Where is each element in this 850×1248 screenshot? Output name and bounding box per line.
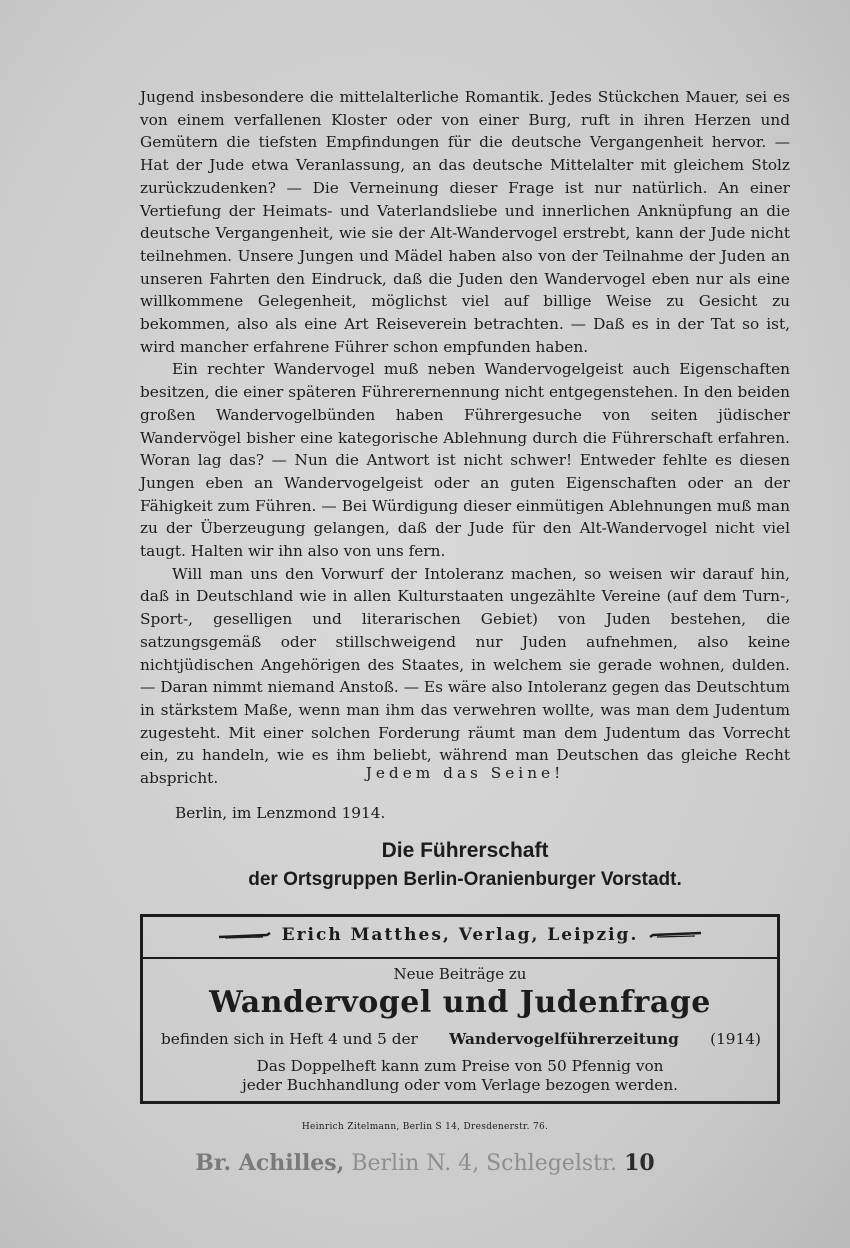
place-date: Berlin, im Lenzmond 1914. — [175, 804, 386, 822]
signature-line-2: der Ortsgruppen Berlin-Oranienburger Vorstadt. — [248, 869, 682, 890]
ad-line-1-text: befinden sich in Heft 4 und 5 der — [161, 1030, 418, 1048]
printer-imprint: Heinrich Zitelmann, Berlin S 14, Dresdenerstr. 76. — [301, 1122, 549, 1132]
publisher-row — [143, 925, 777, 945]
paragraph: Will man uns den Vorwurf der Intoleranz machen, so weisen wir darauf hin, daß in Deutschland wie in allen Kulturstaaten ungezählte Vereine (auf dem Turn-, Sport-, geselligen und literarischen Gebiet) von Juden bestehen, die satzungsgemäß oder stillschweigend nur Juden aufnehmen, also keine nichtjüdischen Angehörigen des Staates, in welchem sie gerade wohnen, dulden. — Daran nimmt niemand Anstoß. — Es wäre also Intoleranz gegen das Deutschtum in stärkstem Maße, wenn man ihm das verwehren wollte, was man dem Judentum zugesteht. Mit einer solchen Forderung räumt man dem Judentum das Vorrecht ein, zu handeln, wie es ihm beliebt, während man Deutschen das gleiche Recht abspricht. — [140, 564, 790, 788]
ad-line-1 — [161, 1030, 761, 1048]
ad-title: Wandervogel und Judenfrage — [209, 985, 711, 1020]
address-stamp — [0, 1150, 850, 1176]
journal-year: (1914) — [710, 1030, 761, 1048]
closing-motto: Jedem das Seine! — [365, 764, 565, 782]
paragraph: Ein rechter Wandervogel muß neben Wandervogelgeist auch Eigenschaften besitzen, die einer späteren Führerernennung nicht entgegenstehen. In den beiden großen Wandervogelbünden haben Führergesuche von seiten jüdischer Wandervögel bisher eine kategorische Ablehnung durch die Führerschaft erfahren. Woran lag das? — Nun die Antwort ist nicht schwer! Entweder fehlte es diesen Jungen eben an Wandervogelgeist oder an guten Eigenschaften oder an der Fähigkeit zum Führen. — Bei Würdigung dieser einmütigen Ablehnungen muß man zu der Überzeugung gelangen, daß der Jude für den Alt-Wandervogel nicht viel taugt. Halten wir ihn also von uns fern. — [140, 360, 790, 561]
stamp-number: 10 — [624, 1150, 655, 1176]
ad-kicker: Neue Beiträge zu — [393, 965, 527, 983]
stamp-address: Berlin N. 4, Schlegelstr. — [351, 1151, 618, 1176]
stamp-name: Br. Achilles, — [195, 1150, 345, 1176]
advertisement-box — [140, 914, 780, 1104]
ad-divider — [143, 957, 777, 959]
publisher-name: Erich Matthes, Verlag, Leipzig. — [281, 925, 639, 945]
left-swoosh-icon — [217, 930, 272, 940]
signature-line-1: Die Führerschaft — [381, 839, 549, 862]
ad-line-3: jeder Buchhandlung oder vom Verlage bezogen werden. — [241, 1076, 679, 1094]
signature-block — [140, 836, 790, 894]
journal-name: Wandervogelführerzeitung — [449, 1030, 679, 1048]
paragraph: Jugend insbesondere die mittelalterliche Romantik. Jedes Stückchen Mauer, sei es von einem verfallenen Kloster oder von einer Burg, ruft in ihren Herzen und Gemütern die tiefsten Empfindungen für die deutsche Vergangenheit hervor. — Hat der Jude etwa Veranlassung, an das deutsche Mittelalter mit gleichem Stolz zurückzudenken? — Die Verneinung dieser Frage ist nur natürlich. An einer Vertiefung der Heimats- und Vaterlandsliebe und innerlichen Anknüpfung an die deutsche Vergangenheit, wie sie der Alt-Wandervogel erstrebt, kann der Jude nicht teilnehmen. Unsere Jungen und Mädel haben also von der Teilnahme der Juden an unseren Fahrten den Eindruck, daß die Juden den Wandervogel eben nur als eine willkommene Gelegenheit, möglichst viel auf billige Weise zu Gesicht zu bekommen, also als eine Art Reiseverein betrachten. — Daß es in der Tat so ist, wird mancher erfahrene Führer schon empfunden haben. — [140, 88, 790, 356]
body-text — [140, 86, 790, 790]
right-swoosh-icon — [648, 930, 703, 940]
ad-line-2: Das Doppelheft kann zum Preise von 50 Pfennig von — [256, 1057, 664, 1075]
